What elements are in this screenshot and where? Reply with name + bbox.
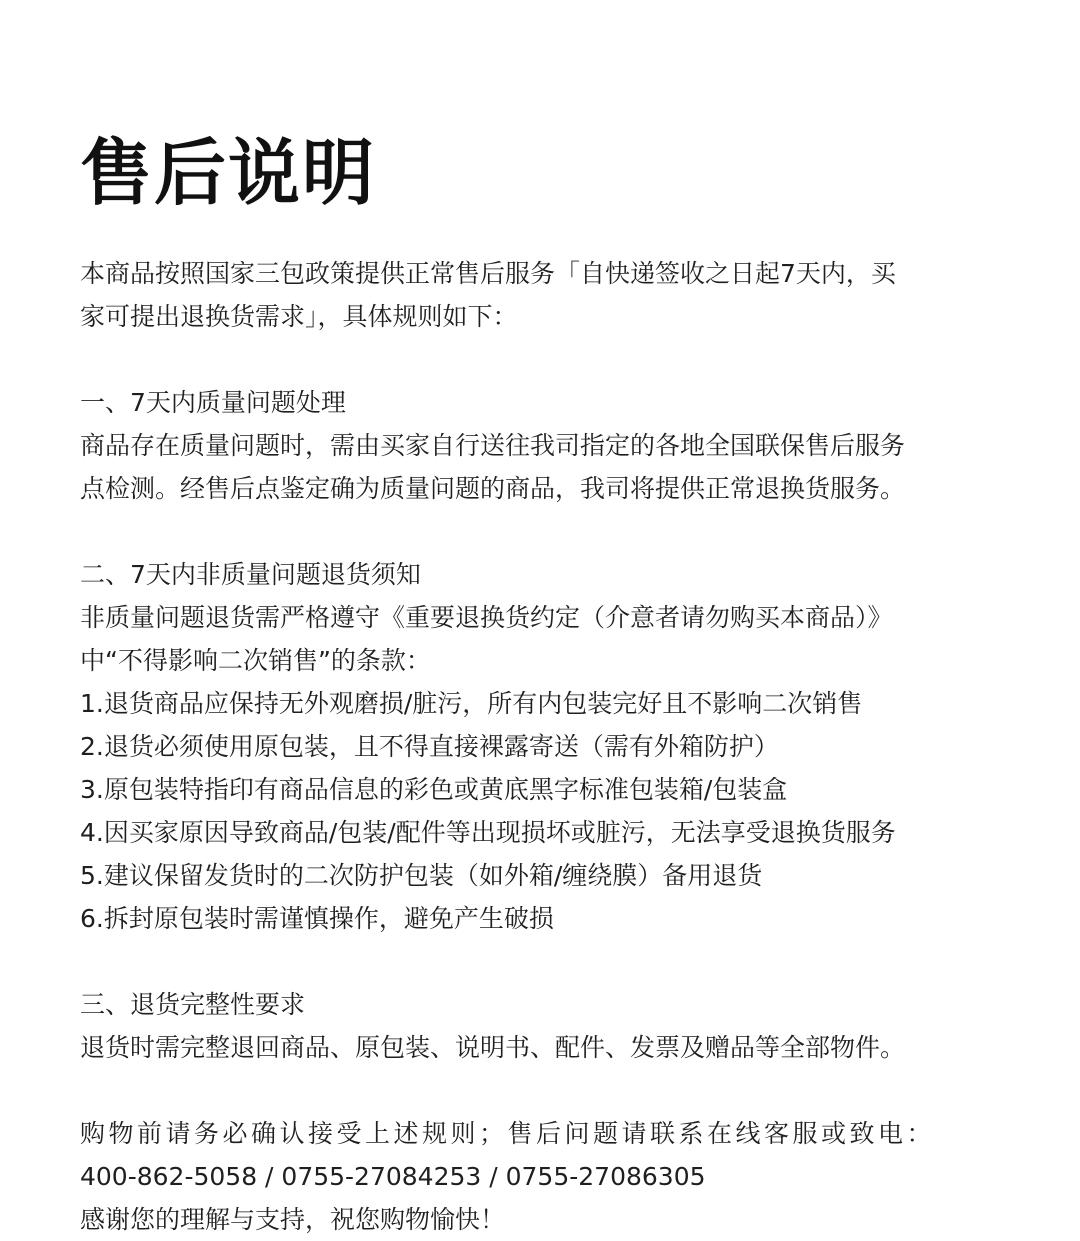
contact-notice: 购物前请务必确认接受上述规则；售后问题请联系在线客服或致电：	[80, 1119, 936, 1148]
section-line: 中“不得影响二次销售”的条款：	[80, 646, 431, 675]
page-title: 售后说明	[80, 131, 377, 215]
section-line: 非质量问题退货需严格遵守《重要退换货约定（介意者请勿购买本商品）》	[80, 603, 893, 632]
after-sales-content	[80, 252, 1000, 1241]
section-line: 商品存在质量问题时，需由买家自行送往我司指定的各地全国联保售后服务	[80, 431, 906, 460]
phone-numbers: 400-862-5058 / 0755-27084253 / 0755-27086305	[80, 1162, 706, 1191]
section-heading: 二、7天内非质量问题退货须知	[80, 560, 421, 589]
rule-item: 3.原包装特指印有商品信息的彩色或黄底黑字标准包装箱/包装盒	[80, 775, 788, 804]
paragraph-gap	[80, 510, 1000, 553]
section-line: 退货时需完整退回商品、原包装、说明书、配件、发票及赠品等全部物件。	[80, 1033, 906, 1062]
rule-item: 5.建议保留发货时的二次防护包装（如外箱/缠绕膜）备用退货	[80, 861, 763, 890]
rule-item: 4.因买家原因导致商品/包装/配件等出现损坏或脏污，无法享受退换货服务	[80, 818, 896, 847]
intro-paragraph	[80, 252, 1000, 338]
section-line: 点检测。经售后点鉴定确为质量问题的商品，我司将提供正常退换货服务。	[80, 474, 906, 503]
paragraph-gap	[80, 1069, 1000, 1112]
rule-item: 2.退货必须使用原包装，且不得直接裸露寄送（需有外箱防护）	[80, 732, 779, 761]
section-heading: 三、退货完整性要求	[80, 990, 306, 1019]
section-heading: 一、7天内质量问题处理	[80, 388, 346, 417]
paragraph-gap	[80, 338, 1000, 381]
intro-line: 家可提出退换货需求」，具体规则如下：	[80, 302, 518, 331]
contact-footer	[80, 1112, 1000, 1241]
section-return-completeness	[80, 983, 1000, 1069]
rule-item: 6.拆封原包装时需谨慎操作，避免产生破损	[80, 904, 554, 933]
paragraph-gap	[80, 940, 1000, 983]
intro-line: 本商品按照国家三包政策提供正常售后服务「自快递签收之日起7天内，买	[80, 259, 896, 288]
thank-you-line: 感谢您的理解与支持，祝您购物愉快！	[80, 1205, 506, 1234]
section-quality-issues	[80, 381, 1000, 510]
section-non-quality-returns	[80, 553, 1000, 940]
rule-item: 1.退货商品应保持无外观磨损/脏污，所有内包装完好且不影响二次销售	[80, 689, 863, 718]
